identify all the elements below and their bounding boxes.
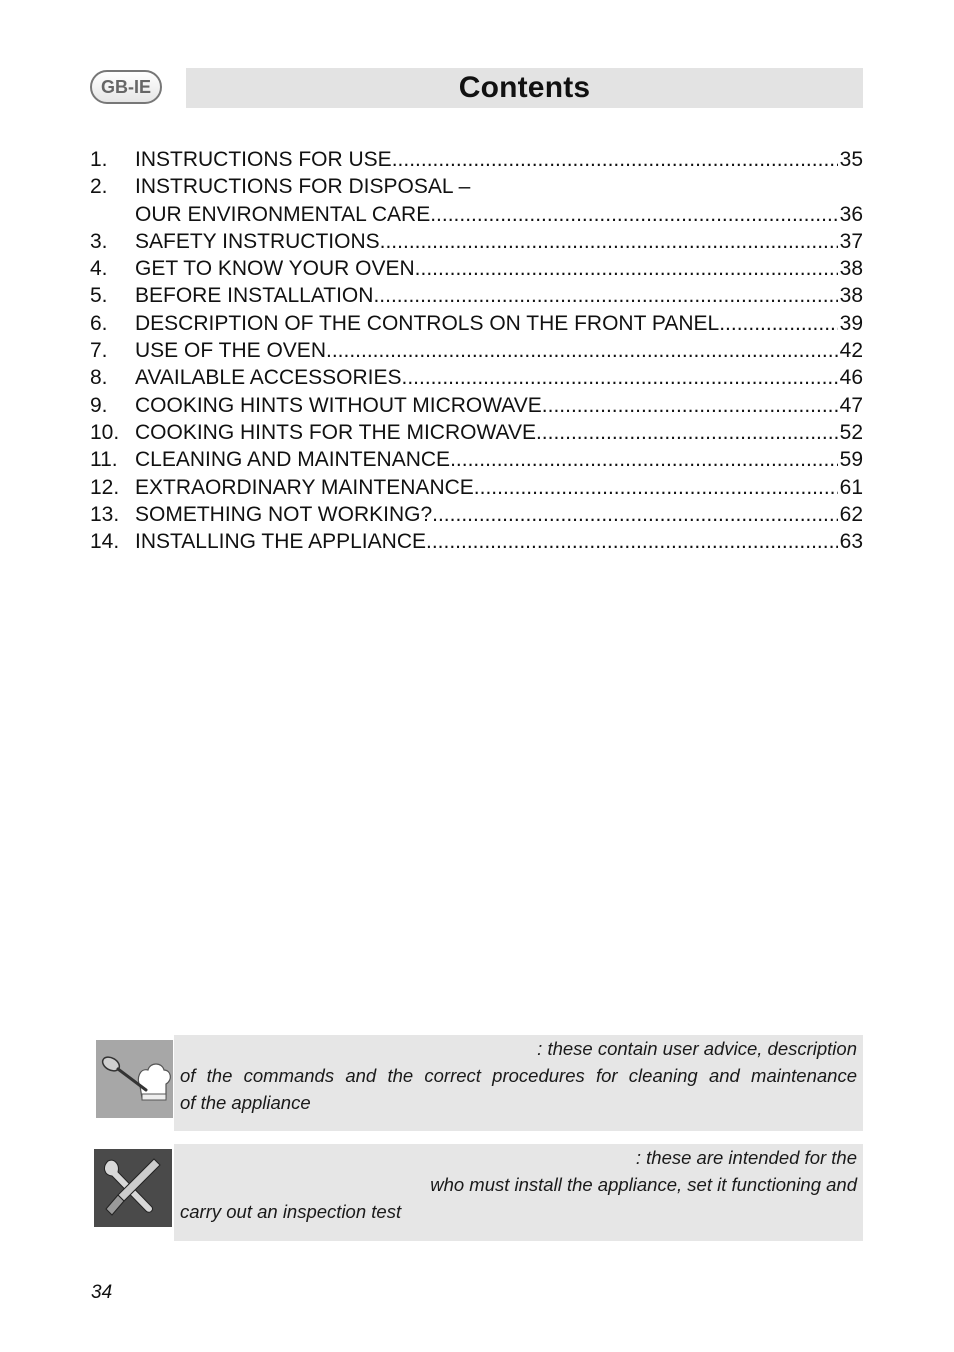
language-badge: GB-IE <box>90 70 162 104</box>
toc-page-number[interactable]: 46 <box>839 366 863 390</box>
toc-page-number[interactable]: 37 <box>839 229 863 253</box>
toc-number: 5. <box>90 284 108 308</box>
toc-label[interactable]: AVAILABLE ACCESSORIES <box>135 366 402 390</box>
toc-row <box>90 419 863 446</box>
toc-number: 14. <box>90 530 120 554</box>
toc-label[interactable]: DESCRIPTION OF THE CONTROLS ON THE FRONT PANEL <box>135 311 720 335</box>
toc-row <box>90 364 863 391</box>
page-title: Contents <box>458 71 591 104</box>
toc-page-number[interactable]: 63 <box>839 530 863 554</box>
toc-leader-dots <box>415 255 838 282</box>
toc-number: 10. <box>90 420 120 444</box>
toc-label[interactable]: GET TO KNOW YOUR OVEN <box>135 257 415 281</box>
toc-row <box>90 446 863 473</box>
installer-note-line-3: carry out an inspection test <box>180 1201 402 1222</box>
toc-label[interactable]: OUR ENVIRONMENTAL CARE <box>135 202 431 226</box>
chef-hat-spoon-icon <box>96 1040 173 1118</box>
toc-number: 7. <box>90 339 108 363</box>
toc-number: 1. <box>90 148 108 171</box>
toc-label[interactable]: INSTRUCTIONS FOR DISPOSAL – <box>135 175 471 199</box>
toc-leader-dots <box>392 146 838 173</box>
toc-number: 2. <box>90 175 108 199</box>
toc-label[interactable]: BEFORE INSTALLATION <box>135 284 374 308</box>
toc-row <box>90 201 863 228</box>
toc-number: 13. <box>90 502 120 526</box>
user-note-line-2: of the commands and the correct procedures for cleaning and maintenance <box>180 1065 857 1086</box>
toc-page-number[interactable]: 47 <box>839 393 863 417</box>
toc-leader-dots <box>402 364 838 391</box>
toc-label[interactable]: INSTALLING THE APPLIANCE <box>135 530 426 554</box>
toc-leader-dots <box>430 201 837 228</box>
toc-page-number[interactable]: 42 <box>839 339 863 363</box>
toc-number: 12. <box>90 475 120 499</box>
toc-leader-dots <box>536 419 838 446</box>
toc-label[interactable]: CLEANING AND MAINTENANCE <box>135 448 451 472</box>
toc-row <box>90 528 863 555</box>
toc-number: 9. <box>90 393 108 417</box>
toc-label[interactable]: EXTRAORDINARY MAINTENANCE <box>135 475 474 499</box>
installer-note-line-1: : these are intended for the <box>635 1147 857 1168</box>
toc-row <box>90 337 863 364</box>
page-number: 34 <box>91 1282 113 1303</box>
user-note-line-1: : these contain user advice, description <box>537 1038 857 1059</box>
toc-page-number[interactable]: 61 <box>839 475 863 499</box>
user-note <box>174 1035 863 1131</box>
toc-row <box>90 392 863 419</box>
toc-label[interactable]: COOKING HINTS FOR THE MICROWAVE <box>135 420 536 444</box>
toc-label[interactable]: SOMETHING NOT WORKING? <box>135 502 433 526</box>
toc-label[interactable]: INSTRUCTIONS FOR USE <box>135 148 392 171</box>
toc-row <box>90 282 863 309</box>
toc-leader-dots <box>426 528 838 555</box>
installer-note-line-2: who must install the appliance, set it functioning and <box>430 1174 857 1195</box>
toc-label[interactable]: SAFETY INSTRUCTIONS <box>135 229 380 253</box>
wrench-screwdriver-icon <box>94 1149 172 1227</box>
toc-page-number[interactable]: 35 <box>839 148 863 171</box>
toc-label[interactable]: USE OF THE OVEN <box>135 339 326 363</box>
toc-number: 3. <box>90 229 108 253</box>
toc-row <box>90 310 863 337</box>
toc-leader-dots <box>326 337 838 364</box>
toc-page-number[interactable]: 62 <box>839 502 863 526</box>
table-of-contents <box>90 146 863 555</box>
toc-number: 8. <box>90 366 108 390</box>
toc-label[interactable]: COOKING HINTS WITHOUT MICROWAVE <box>135 393 542 417</box>
toc-page-number[interactable]: 52 <box>839 420 863 444</box>
installer-note <box>174 1144 863 1241</box>
toc-page-number[interactable]: 38 <box>839 284 863 308</box>
toc-leader-dots <box>380 228 838 255</box>
toc-number: 4. <box>90 257 108 281</box>
toc-row <box>90 146 863 173</box>
toc-leader-dots <box>542 392 838 419</box>
toc-leader-dots <box>432 501 838 528</box>
toc-page-number[interactable]: 59 <box>839 448 863 472</box>
toc-page-number[interactable]: 36 <box>839 202 863 226</box>
toc-row <box>90 474 863 501</box>
user-note-line-3: of the appliance <box>180 1092 311 1113</box>
toc-number: 6. <box>90 311 108 335</box>
toc-leader-dots <box>450 446 838 473</box>
toc-page-number[interactable]: 38 <box>839 257 863 281</box>
toc-row <box>90 255 863 282</box>
toc-row <box>90 501 863 528</box>
toc-number: 11. <box>90 448 118 472</box>
title-bar <box>186 68 863 108</box>
toc-page-number[interactable]: 39 <box>839 311 863 335</box>
toc-row <box>90 228 863 255</box>
toc-leader-dots <box>719 310 837 337</box>
toc-row <box>90 173 863 200</box>
toc-leader-dots <box>474 474 838 501</box>
toc-leader-dots <box>373 282 837 309</box>
